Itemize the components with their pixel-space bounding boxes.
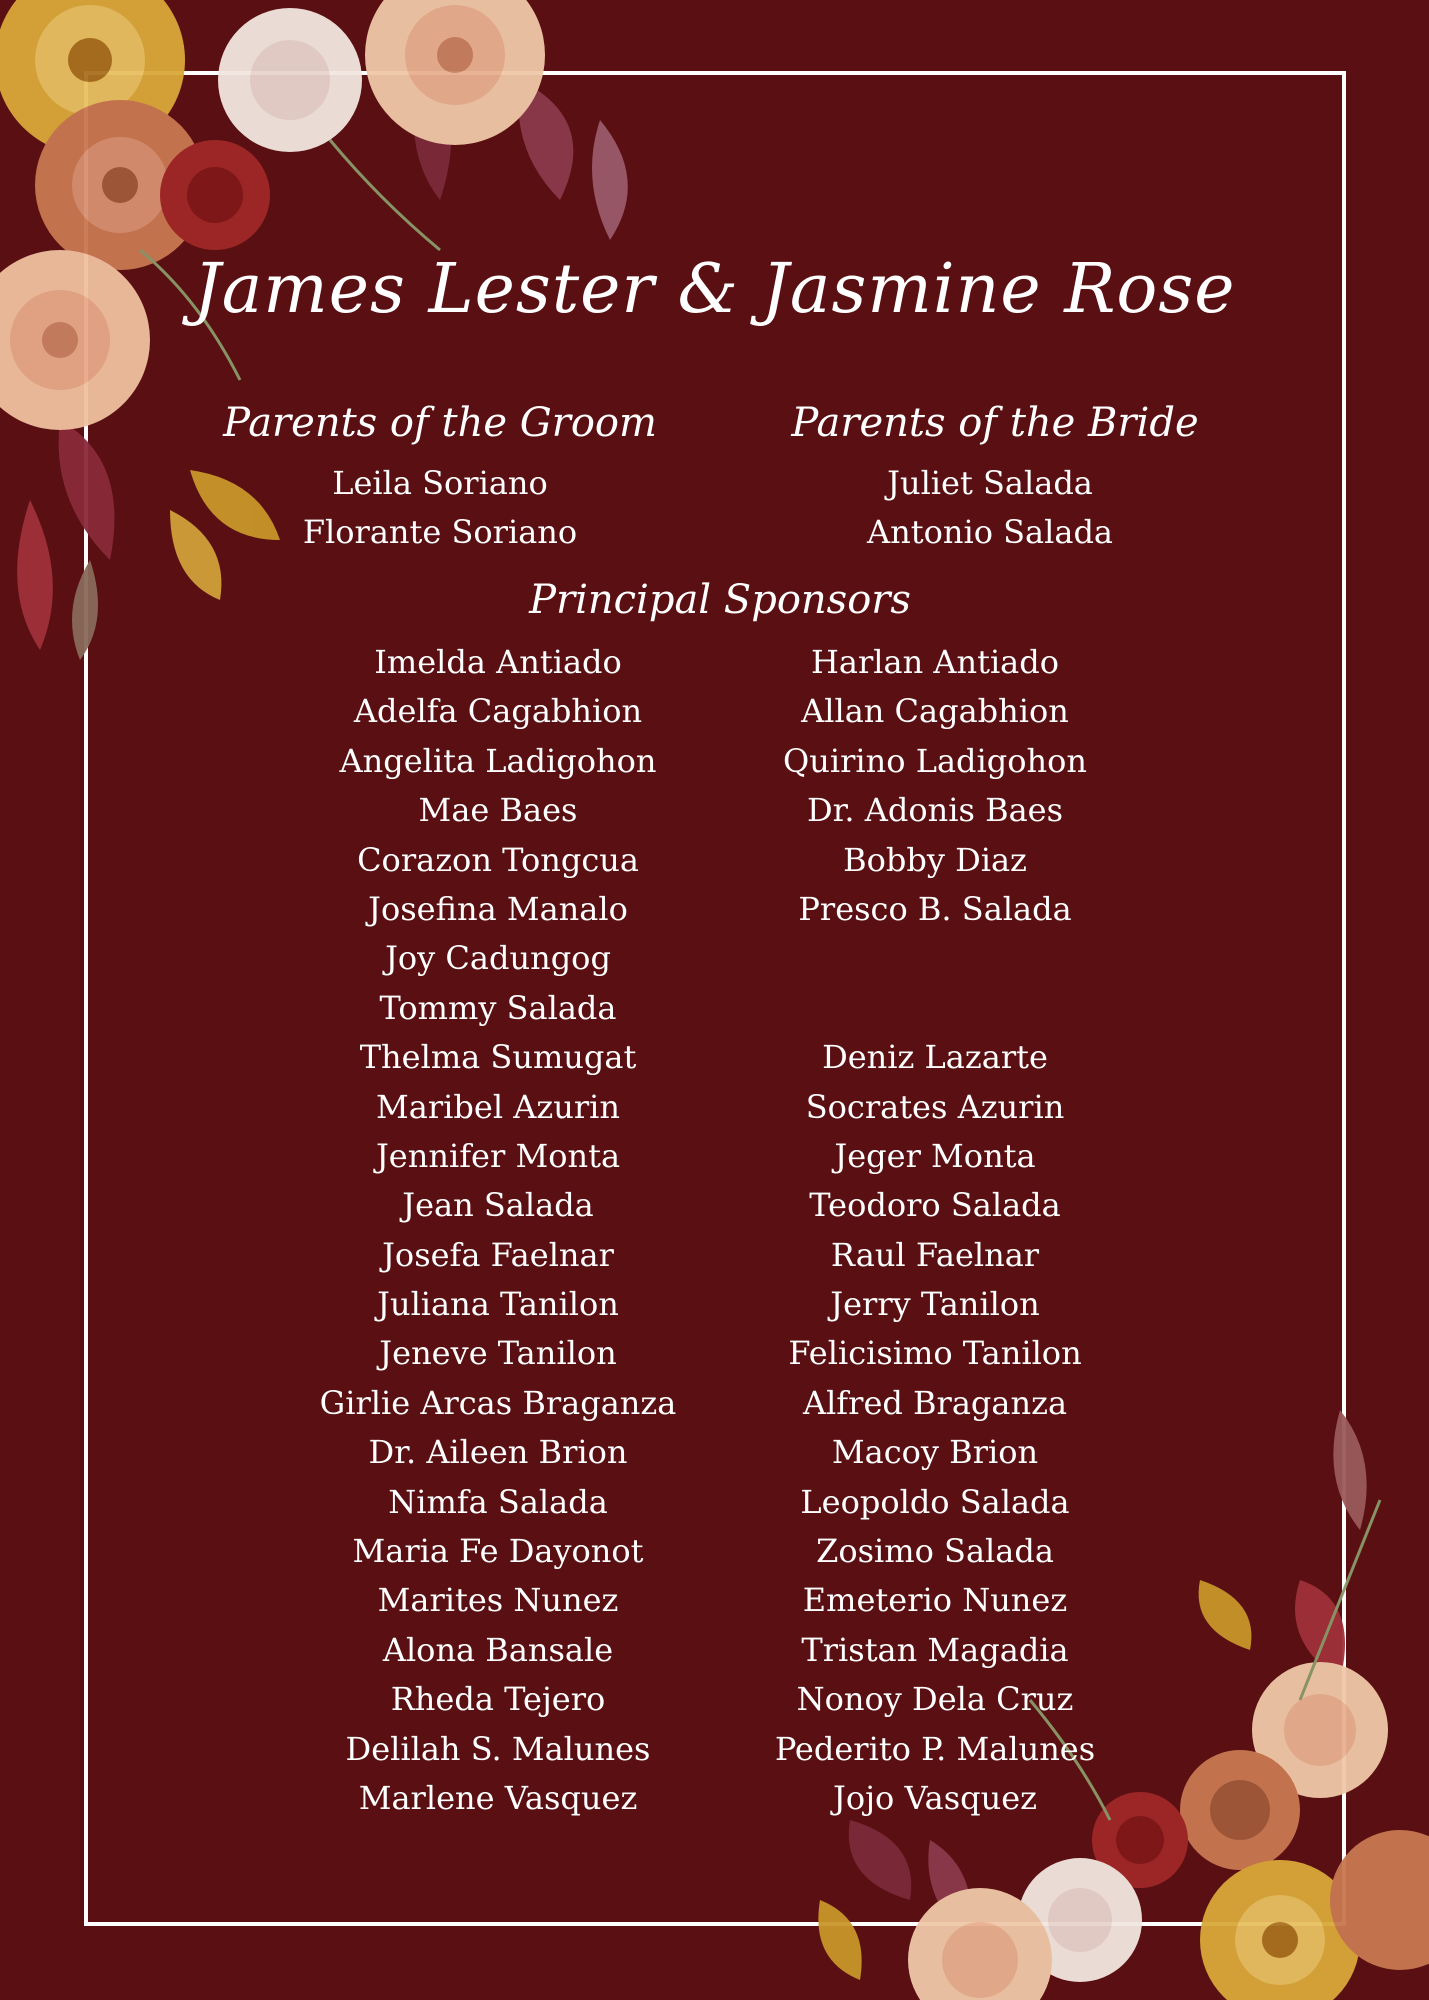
parent-name: Florante Soriano (302, 513, 578, 552)
sponsor-name: Maria Fe Dayonot (352, 1532, 644, 1571)
sponsor-name: Deniz Lazarte (822, 1038, 1048, 1077)
sponsor-name: Juliana Tanilon (377, 1285, 619, 1324)
sponsor-name: Tristan Magadia (801, 1630, 1069, 1669)
sponsor-name: Raul Faelnar (830, 1235, 1040, 1274)
sponsor-name: Jerry Tanilon (830, 1285, 1040, 1324)
sponsor-name: Jeger Monta (834, 1136, 1036, 1175)
parents-groom-list (240, 459, 640, 558)
sponsor-name: Teodoro Salada (809, 1186, 1061, 1225)
sponsor-name: Jojo Vasquez (832, 1778, 1037, 1817)
parent-name: Leila Soriano (332, 464, 548, 502)
parents-bride-heading: Parents of the Bride (791, 400, 1199, 446)
sponsor-name: Marites Nunez (377, 1581, 619, 1620)
sponsor-name: Alona Bansale (382, 1630, 614, 1669)
principal-sponsors-heading: Principal Sponsors (529, 577, 911, 623)
sponsor-name: Socrates Azurin (805, 1087, 1065, 1126)
sponsor-name: Tommy Salada (379, 988, 617, 1027)
sponsor-name: Leopoldo Salada (800, 1482, 1070, 1521)
sponsor-name: Allan Cagabhion (801, 692, 1069, 731)
parent-name: Juliet Salada (887, 464, 1093, 502)
sponsor-name: Josefina Manalo (368, 889, 628, 928)
sponsor-name: Josefa Faelnar (382, 1235, 614, 1274)
sponsor-name: Presco B. Salada (798, 889, 1072, 928)
parents-bride-list (790, 459, 1190, 558)
sponsor-name: Dr. Aileen Brion (368, 1433, 628, 1472)
sponsor-name: Mae Baes (418, 791, 578, 830)
sponsor-name: Pederito P. Malunes (774, 1729, 1096, 1768)
sponsor-name: Jean Salada (402, 1186, 594, 1225)
sponsor-name: Jennifer Monta (375, 1136, 621, 1175)
sponsor-name: Delilah S. Malunes (345, 1729, 651, 1768)
sponsor-name: Alfred Braganza (802, 1383, 1068, 1422)
sponsor-name: Quirino Ladigohon (783, 741, 1087, 780)
parent-name: Antonio Salada (867, 513, 1113, 552)
sponsor-name: Marlene Vasquez (358, 1778, 638, 1817)
sponsor-name: Girlie Arcas Braganza (319, 1383, 677, 1422)
sponsor-name: Adelfa Cagabhion (353, 692, 643, 731)
sponsor-name: Nimfa Salada (388, 1482, 608, 1521)
sponsor-name: Bobby Diaz (843, 840, 1027, 879)
sponsor-name: Emeterio Nunez (802, 1581, 1068, 1620)
sponsor-name: Dr. Adonis Baes (806, 791, 1064, 830)
sponsor-name: Zosimo Salada (816, 1532, 1054, 1571)
sponsor-name: Nonoy Dela Cruz (796, 1680, 1074, 1719)
sponsor-name (735, 984, 1135, 1033)
parents-groom-heading: Parents of the Groom (223, 400, 657, 446)
sponsor-name: Corazon Tongcua (357, 840, 639, 879)
sponsor-name: Angelita Ladigohon (339, 741, 657, 780)
couple-names-title: James Lester & Jasmine Rose (193, 250, 1236, 329)
sponsors-right-column (735, 638, 1135, 1823)
sponsor-name (735, 934, 1135, 983)
sponsor-name: Felicisimo Tanilon (788, 1334, 1082, 1373)
sponsor-name: Joy Cadungog (385, 939, 611, 978)
sponsor-name: Thelma Sumugat (359, 1038, 637, 1077)
sponsor-name: Maribel Azurin (376, 1087, 620, 1126)
sponsor-name: Rheda Tejero (390, 1680, 606, 1719)
sponsor-name: Jeneve Tanilon (379, 1334, 617, 1373)
sponsors-left-column (298, 638, 698, 1823)
sponsor-name: Macoy Brion (831, 1433, 1039, 1472)
sponsor-name: Imelda Antiado (374, 643, 622, 681)
sponsor-name: Harlan Antiado (810, 643, 1059, 681)
